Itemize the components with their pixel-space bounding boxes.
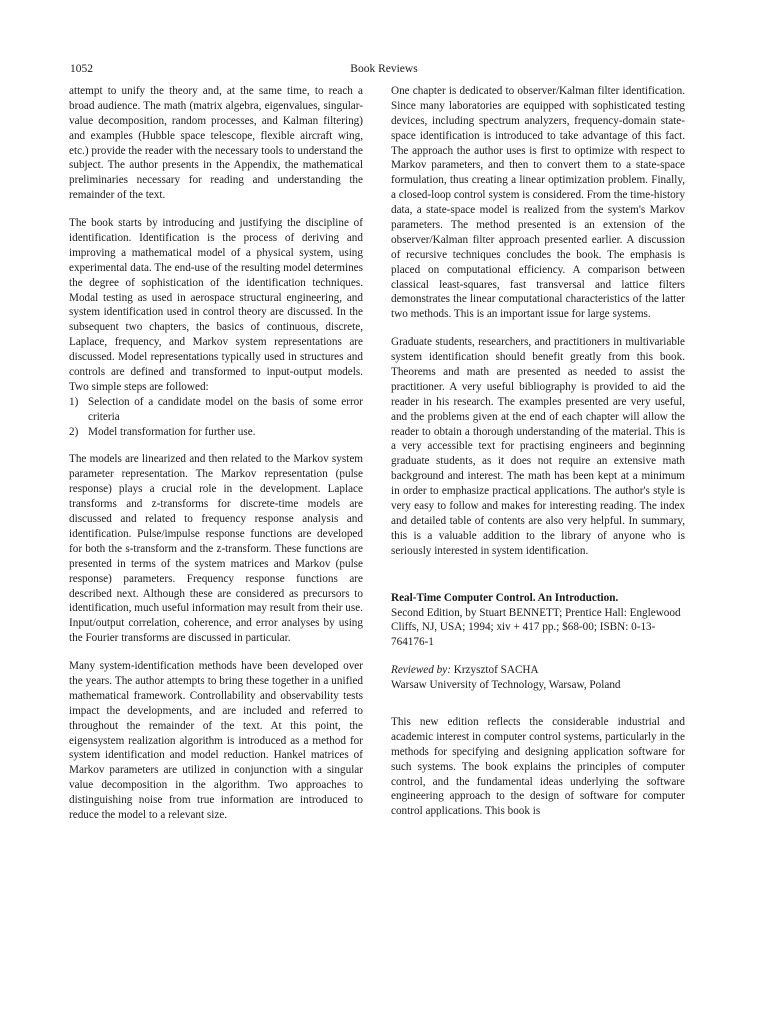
list-item [69, 395, 363, 425]
book-review-header [391, 591, 685, 651]
reviewer-name: Krzysztof SACHA [453, 664, 539, 677]
paragraph: The models are linearized and then related to the Markov system parameter representation. The Markov representation (pulse response) plays a crucial role in the development. Laplace transforms and z-transforms for discrete-time models are discussed and related to frequency response analysis and identification. Pulse/impulse response functions are developed for both the s-transform and the z-transform. These functions are presented in terms of the system matrices and Markov (pulse response) parameters. Frequency response functions are described next. Although these are considered as precursors to identification, much useful information may result from their use. Input/output correlation, coherence, and error analyses by using the Fourier transforms are discussed in particular. [69, 453, 363, 645]
steps-list [69, 395, 363, 440]
reviewer-label: Reviewed by: [391, 664, 451, 677]
reviewer-affiliation: Warsaw University of Technology, Warsaw, Poland [391, 679, 621, 692]
left-column [69, 84, 363, 823]
list-text: Model transformation for further use. [88, 425, 256, 438]
paragraph: Many system-identification methods have been developed over the years. The author attempts to bring these together in a unified mathematical framework. Controllability and observability tests impact the developments, and are included and referred to throughout the remainder of the text. At this point, the eigensystem realization algorithm is introduced as a method for system identification and model reduction. Hankel matrices of Markov parameters are utilized in conjunction with a singular value decomposition in the algorithm. Two approaches to distinguishing noise from true information are introduced to reduce the model to a relevant size. [69, 660, 363, 821]
list-number: 1) [69, 395, 79, 408]
paragraph: One chapter is dedicated to observer/Kalman filter identification. Since many laboratories are equipped with sophisticated testing devices, including spectrum analyzers, frequency-domain state-space identification is introduced to take advantage of this fact. The approach the author uses is first to optimize with respect to Markov parameters, and then to convert them to a state-space formulation, thus creating a linear optimization problem. Finally, a closed-loop control system is considered. From the time-history data, a state-space model is realized from the system's Markov parameters. The method presented is an extension of the observer/Kalman filter approach presented earlier. A discussion of recursive techniques concludes the book. The emphasis is placed on computational efficiency. A comparison between classical least-squares, fast transversal and lattice filters demonstrates the linear computational characteristics of the latter two methods. This is an important issue for large systems. [391, 85, 685, 321]
reviewer-line [391, 663, 685, 678]
paragraph: The book starts by introducing and justifying the discipline of identification. Identification is the process of deriving and improving a mathematical model of a physical system, using experimental data. The end-use of the resulting model determines the degree of sophistication of the identification techniques. Modal testing as used in aerospace structural engineering, and system identification used in control theory are discussed. In the subsequent two chapters, the basics of continuous, discrete, Laplace, frequency, and Markov system representations are discussed. Model representations typically used in structures and controls are defined and transformed to input-output models. Two simple steps are followed: [69, 217, 363, 393]
paragraph: attempt to unify the theory and, at the same time, to reach a broad audience. The math (matrix algebra, eigenvalues, singular-value decomposition, random processes, and Kalman filtering) and examples (Hubble space telescope, flexible aircraft wing, etc.) provide the reader with the necessary tools to understand the subject. The author presents in the Appendix, the mathematical preliminaries necessary for reading and understanding the remainder of the text. [69, 85, 363, 202]
list-number: 2) [69, 425, 79, 438]
right-column [391, 84, 685, 819]
paragraph: Graduate students, researchers, and practitioners in multivariable system identification should benefit greatly from this book. Theorems and math are presented as needed to assist the practitioner. A very useful bibliography is provided to aid the reader in his research. The examples presented are very useful, and the problems given at the end of each chapter will allow the reader to obtain a thorough understanding of the material. This is a very accessible text for practising engineers and beginning graduate students, as it does not require an extensive math background and interest. The math has been kept at a minimum in order to emphasize practical applications. The author's style is very easy to follow and makes for interesting reading. The index and detailed table of contents are also very helpful. In summary, this is a valuable addition to the library of anyone who is seriously interested in system identification. [391, 336, 685, 557]
book-details: Second Edition, by Stuart BENNETT; Prentice Hall: Englewood Cliffs, NJ, USA; 1994; xiv + 417 pp.; $68-00; ISBN: 0-13-764176-1 [391, 606, 681, 649]
list-item [69, 425, 363, 440]
book-title: Real-Time Computer Control. An Introduction. [391, 591, 619, 604]
page-number: 1052 [70, 63, 93, 75]
paragraph: This new edition reflects the considerable industrial and academic interest in computer control systems, particularly in the methods for specifying and designing application software for such systems. The book explains the principles of computer control, and the fundamental ideas underlying the software engineering approach to the design of software for computer control applications. This book is [391, 715, 685, 818]
running-head: Book Reviews [350, 63, 418, 75]
list-text: Selection of a candidate model on the basis of some error criteria [88, 395, 363, 423]
